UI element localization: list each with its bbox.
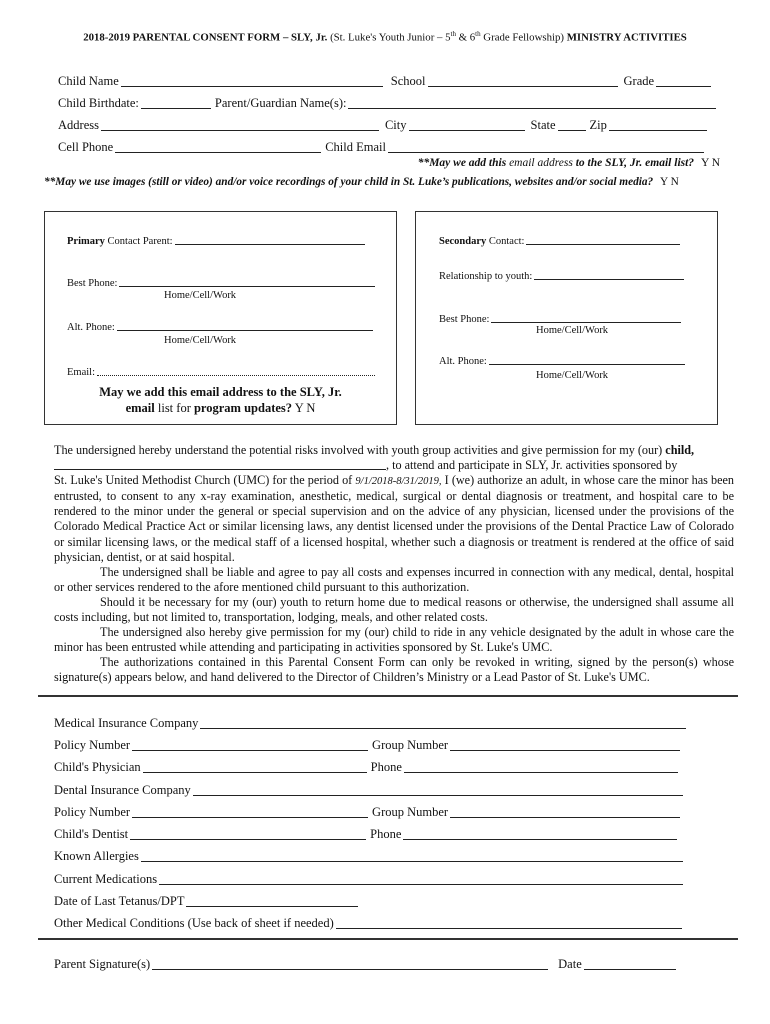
medical-group-field[interactable] (450, 738, 680, 751)
secondary-alt-phone-field[interactable] (489, 352, 685, 365)
secondary-alt-phone-row: Alt. Phone: (439, 352, 689, 367)
state-label: State (530, 118, 556, 132)
tetanus-field[interactable] (186, 894, 358, 907)
state-field[interactable] (558, 118, 586, 131)
dental-policy-row: Policy Number Group Number (54, 805, 684, 820)
zip-field[interactable] (609, 118, 707, 131)
secondary-best-phone-type: Home/Cell/Work (536, 325, 609, 336)
allergies-field[interactable] (141, 849, 683, 862)
dentist-phone-field[interactable] (403, 827, 677, 840)
cell-phone-field[interactable] (115, 140, 321, 153)
primary-contact-box (44, 211, 397, 425)
dental-group-field[interactable] (450, 805, 680, 818)
primary-alt-phone-type: Home/Cell/Work (164, 335, 237, 346)
address-field[interactable] (101, 118, 379, 131)
guardian-field[interactable] (348, 96, 716, 109)
cell-phone-label: Cell Phone (58, 140, 114, 154)
child-email-field[interactable] (388, 140, 704, 153)
child-name-consent-field[interactable] (54, 458, 386, 470)
primary-alt-phone-field[interactable] (117, 318, 373, 331)
add-email-question-line2: email list for program updates? Y N (125, 401, 316, 415)
primary-contact-row: Primary Contact Parent: (67, 232, 369, 247)
secondary-contact-box (415, 211, 718, 425)
primary-contact-field[interactable] (175, 232, 365, 245)
other-conditions-field[interactable] (336, 916, 682, 929)
allergies-row: Known Allergies (54, 849, 687, 864)
medical-insurance-field[interactable] (200, 716, 686, 729)
physician-row: Child's Physician Phone (54, 760, 682, 775)
school-field[interactable] (428, 74, 618, 87)
child-email-label: Child Email (325, 140, 386, 154)
medications-row: Current Medications (54, 872, 687, 887)
secondary-alt-phone-type: Home/Cell/Work (536, 370, 609, 381)
medical-policy-row: Policy Number Group Number (54, 738, 684, 753)
secondary-contact-row: Secondary Contact: (439, 232, 684, 247)
primary-email-field[interactable] (97, 363, 375, 376)
consent-paragraph-1: The undersigned hereby understand the potential risks involved with youth group activities and give permission for my (our) child, , to attend and participate in SLY, Jr. activities sponsored by St. Luke's United Methodist Church (UMC) for the period of 9/1/2018-8/31/2019, I (we) authorize an adult, in whose care the minor has been entrusted, to consent to any x-ray examination, anesthetic, medical, surgical or dental diagnosis or treatment, and hospital care to be rendered to the minor under the general or special supervision and on the advice of any physician, licensed under the provisions of the Colorado Medical Practice Act or similar licensing laws, any dentist licensed under the provisions of the Dental Practice Law of Colorado or similar licensing laws, or the medical staff of a licensed hospital, whether such a diagnosis or treatment is rendered at the office of said physician, dentist, or at said hospital. (54, 443, 735, 564)
primary-alt-phone-row: Alt. Phone: (67, 318, 377, 333)
city-field[interactable] (409, 118, 525, 131)
zip-label: Zip (589, 118, 607, 132)
grade-field[interactable] (656, 74, 711, 87)
secondary-best-phone-field[interactable] (491, 310, 681, 323)
add-email-yes-no[interactable]: Y N (294, 401, 316, 415)
signature-row: Parent Signature(s) Date (54, 957, 680, 972)
address-label: Address (58, 118, 99, 132)
consent-period: 9/1/2018-8/31/2019, (355, 476, 442, 488)
primary-best-phone-type: Home/Cell/Work (164, 290, 237, 301)
consent-paragraph-4: The undersigned also hereby give permission for my (our) child to ride in any vehicle designated by the adult in whose care the minor has been entrusted while attending and participating in activities sponsored by St. Luke's UMC. (54, 625, 734, 655)
medical-policy-field[interactable] (132, 738, 368, 751)
child-name-label: Child Name (58, 74, 119, 88)
guardian-label: Parent/Guardian Name(s): (214, 96, 347, 110)
tetanus-row: Date of Last Tetanus/DPT (54, 894, 362, 909)
add-email-question-line1: May we add this email address to the SLY, Jr. (99, 385, 342, 399)
primary-best-phone-field[interactable] (119, 274, 375, 287)
primary-best-phone-row: Best Phone: (67, 274, 379, 289)
school-label: School (390, 74, 426, 88)
physician-field[interactable] (143, 760, 367, 773)
parent-signature-field[interactable] (152, 957, 548, 970)
physician-phone-field[interactable] (404, 760, 678, 773)
birthdate-label: Child Birthdate: (58, 96, 139, 110)
images-consent-question: **May we use images (still or video) and/or voice recordings of your child in St. Luke’s publications, websites and/or social media? Y N (44, 176, 679, 188)
secondary-contact-field[interactable] (526, 232, 680, 245)
child-name-field[interactable] (121, 74, 383, 87)
dental-insurance-field[interactable] (193, 783, 683, 796)
relationship-field[interactable] (534, 267, 684, 280)
signature-date-field[interactable] (584, 957, 676, 970)
consent-paragraph-5: The authorizations contained in this Parental Consent Form can only be revoked in writing, signed by the person(s) whose signature(s) appears below, and hand delivered to the Director of Children’s Ministry or a Lead Pastor of St. Luke's UMC. (54, 655, 734, 685)
email-list-question: **May we add this email address to the SLY, Jr. email list? Y N (417, 157, 720, 169)
birthdate-row (58, 96, 720, 111)
cell-email-row (58, 140, 708, 155)
birthdate-field[interactable] (141, 96, 211, 109)
section-divider-bottom (38, 938, 738, 940)
dentist-row: Child's Dentist Phone (54, 827, 681, 842)
section-divider-top (38, 695, 738, 697)
dental-insurance-row: Dental Insurance Company (54, 783, 687, 798)
grade-label: Grade (623, 74, 655, 88)
city-label: City (384, 118, 407, 132)
other-conditions-row: Other Medical Conditions (Use back of sheet if needed) (54, 916, 686, 931)
consent-paragraph-3: Should it be necessary for my (our) youth to return home due to medical reasons or otherwise, the undersigned shall assume all costs including, but not limited to, transportation, lodging, meals, and other related costs. (54, 594, 734, 625)
consent-text (54, 443, 734, 686)
secondary-best-phone-row: Best Phone: (439, 310, 685, 325)
images-yes-no[interactable]: Y N (660, 176, 679, 188)
form-title: 2018-2019 PARENTAL CONSENT FORM – SLY, Jr. (St. Luke's Youth Junior – 5th & 6th Grade Fellowship) MINISTRY ACTIVITIES (83, 30, 687, 44)
child-name-row (58, 74, 715, 89)
dentist-field[interactable] (130, 827, 366, 840)
medical-insurance-row: Medical Insurance Company (54, 716, 690, 731)
address-row (58, 118, 711, 133)
primary-email-row: Email: (67, 363, 379, 378)
dental-policy-field[interactable] (132, 805, 368, 818)
consent-paragraph-2: The undersigned shall be liable and agree to pay all costs and expenses incurred in connection with any medical, dental, hospital or other services rendered to the afore mentioned child pursuant to this authorization. (54, 564, 734, 594)
medications-field[interactable] (159, 872, 683, 885)
relationship-row: Relationship to youth: (439, 267, 688, 282)
email-list-yes-no[interactable]: Y N (700, 157, 720, 169)
